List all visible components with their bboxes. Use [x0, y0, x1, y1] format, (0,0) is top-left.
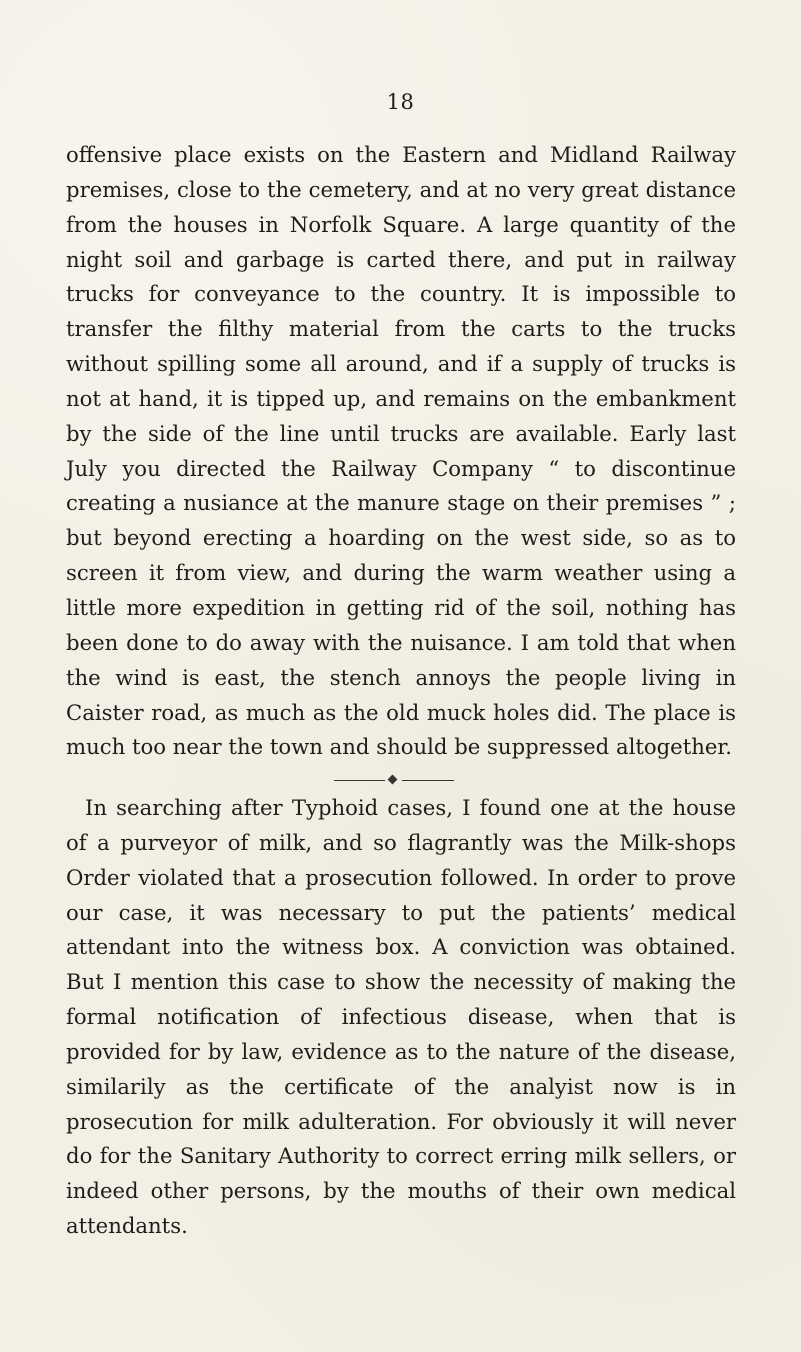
divider-line-left	[334, 780, 385, 781]
diamond-ornament-icon	[388, 775, 398, 785]
paragraph-typhoid-cases: In searching after Typhoid cases, I found one at the house of a purveyor of milk, and so flagrantly was the Milk-shops Order violated that a prosecution followed. In order to prove our case, it was necessary to put the patients’ medical attendant into the witness box. A conviction was obtained. But I mention this case to show the necessity of making the formal notification of infectious disease, when that is provided for by law, evidence as to the nature of the disease, similarily as the certificate of the analyist now is in prosecution for milk adulteration. For obviously it will never do for the Sanitary Authority to correct erring milk sellers, or indeed other persons, by the mouths of their own medical attendants.	[66, 795, 736, 1239]
paragraph-railway-premises: offensive place exists on the Eastern and Midland Railway premises, close to the cemetery, and at no very great distance from the houses in Norfolk Square. A large quantity of the night soil and garbage is carted there, and put in railway trucks for conveyance to the country. It is impossible to transfer the filthy material from the carts to the trucks without spilling some all around, and if a supply of trucks is not at hand, it is tipped up, and remains on the embankment by the side of the line until trucks are available. Early last July you directed the Railway Company “ to discontinue creating a nusiance at the manure stage on their premises ” ; but beyond erecting a hoarding on the west side, so as to screen it from view, and during the warm weather using a little more expedition in getting rid of the soil, nothing has been done to do away with the nuisance. I am told that when the wind is east, the stench annoys the people living in Caister road, as much as the old muck holes did. The place is much too near the town and should be suppressed altogether.	[66, 142, 736, 760]
divider-line-right	[402, 780, 454, 781]
section-divider	[334, 776, 454, 786]
page-number: 18	[386, 90, 415, 114]
